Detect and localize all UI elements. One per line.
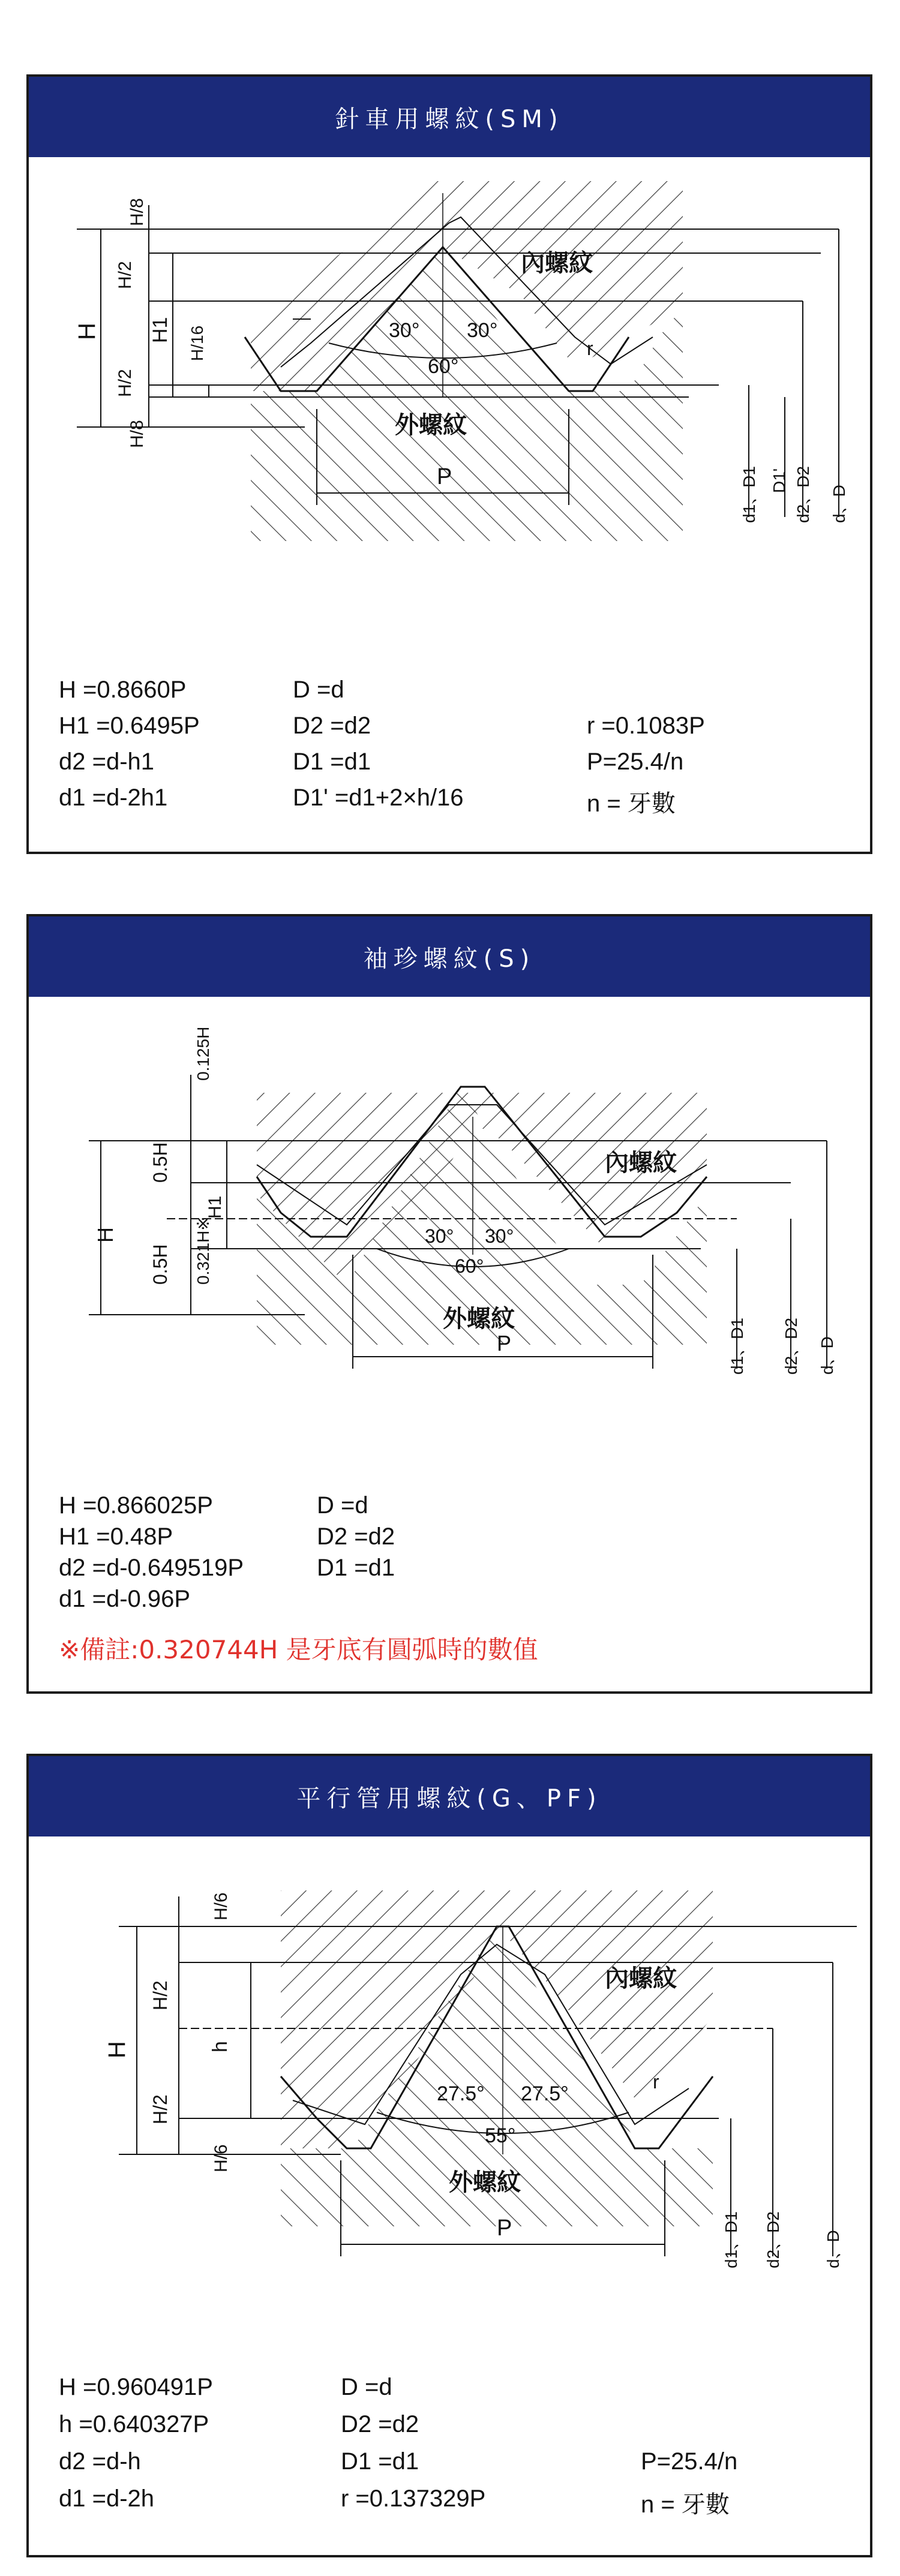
label-d: d、D — [824, 2230, 842, 2268]
label-d2: d2、D2 — [794, 466, 812, 523]
label-external: 外螺紋 — [443, 1306, 515, 1332]
formula: P=25.4/n — [641, 2448, 738, 2475]
label-angle-full: 60° — [455, 1255, 484, 1277]
formula: D2 =d2 — [317, 1523, 395, 1550]
label-H1: H1 — [149, 317, 172, 343]
label-internal: 內螺紋 — [521, 250, 593, 276]
section-title: 袖珍螺紋(S) — [29, 916, 870, 997]
label-d: d、D — [830, 485, 848, 523]
label-r: r — [653, 2071, 659, 2093]
formula: D1' =d1+2×h/16 — [293, 784, 464, 811]
formula: n = 牙數 — [641, 2491, 730, 2518]
section-s — [26, 914, 872, 1694]
label-P: P — [497, 2216, 512, 2241]
formula: D =d — [317, 1492, 368, 1519]
section-title: 針車用螺紋(SM) — [29, 77, 870, 157]
formula: D1 =d1 — [317, 1555, 395, 1581]
formula: r =0.137329P — [341, 2485, 486, 2512]
label-h: h — [209, 2041, 232, 2052]
formula: d2 =d-0.649519P — [59, 1555, 244, 1581]
thread-diagram-s — [29, 997, 870, 1417]
formula: d2 =d-h — [59, 2448, 141, 2475]
label-angle-left: 27.5° — [437, 2082, 485, 2105]
label-d2: d2、D2 — [764, 2211, 782, 2268]
formula: H =0.866025P — [59, 1492, 213, 1519]
section-title: 平行管用螺紋(G、PF) — [29, 1756, 870, 1836]
label-d1: d1、D1 — [722, 2211, 740, 2268]
label-0321H: 0.321H※ — [194, 1216, 212, 1285]
label-H-2-top: H/2 — [115, 261, 135, 289]
label-H-2-bottom: H/2 — [115, 369, 135, 397]
label-angle-full: 55° — [485, 2124, 516, 2147]
formula: d1 =d-0.96P — [59, 1586, 191, 1612]
label-H-6-bottom: H/6 — [211, 2144, 231, 2172]
label-0125H: 0.125H — [194, 1026, 212, 1081]
label-d1: d1、D1 — [740, 466, 758, 523]
formula: D =d — [341, 2374, 392, 2400]
label-r: r — [587, 338, 593, 359]
label-H: H — [74, 323, 100, 340]
label-H-8-top: H/8 — [127, 198, 147, 226]
label-angle-right: 30° — [467, 319, 498, 342]
formula: H1 =0.6495P — [59, 713, 200, 739]
label-external: 外螺紋 — [449, 2169, 521, 2196]
label-internal: 內螺紋 — [605, 1150, 677, 1176]
section-g-pf — [26, 1754, 872, 2557]
remark-note: ※備註:0.320744H 是牙底有圓弧時的數值 — [59, 1635, 538, 1664]
label-H-8-bottom: H/8 — [127, 420, 147, 448]
label-d: d、D — [818, 1336, 836, 1375]
label-angle-right: 27.5° — [521, 2082, 569, 2105]
label-H-6-top: H/6 — [211, 1892, 231, 1920]
formula: r =0.1083P — [587, 713, 705, 739]
label-05H-top: 0.5H — [149, 1142, 171, 1183]
formula: D =d — [293, 677, 344, 703]
formula: D1 =d1 — [341, 2448, 419, 2475]
formula: d2 =d-h1 — [59, 749, 155, 775]
label-angle-full: 60° — [428, 355, 459, 378]
formula: H1 =0.48P — [59, 1523, 173, 1550]
formula: n = 牙數 — [587, 790, 676, 817]
formula: d1 =d-2h — [59, 2485, 155, 2512]
label-P: P — [497, 1331, 512, 1355]
formula: D2 =d2 — [293, 713, 371, 739]
thread-diagram-g-pf — [29, 1836, 870, 2292]
label-05H-bottom: 0.5H — [149, 1244, 171, 1285]
label-H1: H1 — [205, 1195, 225, 1219]
label-angle-left: 30° — [389, 319, 420, 342]
label-angle-left: 30° — [425, 1225, 454, 1247]
label-H: H — [104, 2041, 130, 2058]
label-d1: d1、D1 — [728, 1318, 746, 1375]
formula: P=25.4/n — [587, 749, 684, 775]
label-H-2-bottom: H/2 — [149, 2094, 171, 2124]
label-d2: d2、D2 — [782, 1318, 800, 1375]
section-sm — [26, 74, 872, 854]
formula: D1 =d1 — [293, 749, 371, 775]
label-P: P — [437, 464, 452, 489]
label-angle-right: 30° — [485, 1225, 514, 1247]
label-H: H — [93, 1227, 118, 1243]
formula: H =0.960491P — [59, 2374, 213, 2400]
formula: h =0.640327P — [59, 2411, 209, 2437]
formula: D2 =d2 — [341, 2411, 419, 2437]
label-H-16: H/16 — [188, 325, 206, 361]
formula: d1 =d-2h1 — [59, 784, 168, 811]
label-external: 外螺紋 — [395, 412, 467, 438]
thread-diagram-sm — [29, 157, 870, 577]
formula: H =0.8660P — [59, 677, 187, 703]
label-D1p: D1' — [770, 468, 788, 493]
label-H-2-top: H/2 — [149, 1980, 171, 2010]
label-internal: 內螺紋 — [605, 1965, 677, 1992]
